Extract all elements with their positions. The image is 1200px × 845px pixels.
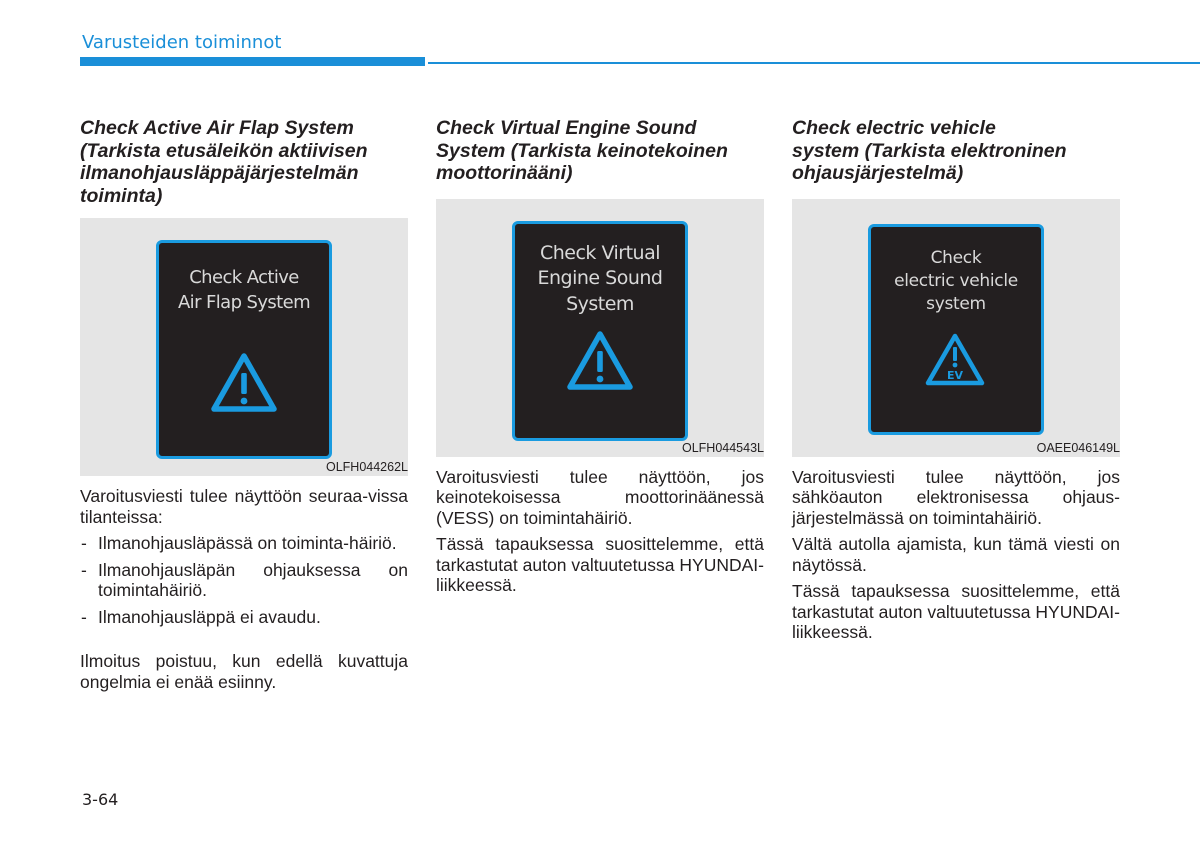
column-virtual-engine-sound <box>436 117 764 602</box>
closing-paragraph: Ilmoitus poistuu, kun edellä kuvattuja ongelmia ei enää esiinny. <box>80 651 408 692</box>
section-heading: Check electric vehicle system (Tarkista elektroninen ohjausjärjestelmä) <box>792 117 1067 184</box>
intro-paragraph: Varoitusviesti tulee näyttöön seuraa-vissa tilanteissa: <box>80 486 408 527</box>
display-message: Check Active Air Flap System <box>177 267 311 313</box>
section-heading: Check Active Air Flap System (Tarkista etusäleikön aktiivisen ilmanohjausläppäjärjestelmän toiminta) <box>80 117 368 207</box>
display-message: Check electric vehicle system <box>894 247 1018 314</box>
column-active-air-flap <box>80 117 408 698</box>
paragraph: Vältä autolla ajamista, kun tämä viesti on näytössä. <box>792 534 1120 575</box>
cluster-display <box>156 240 332 459</box>
figure-cluster-message <box>792 199 1120 457</box>
column-electric-vehicle-system <box>792 117 1120 649</box>
list-item: - Ilmanohjausläppä ei avaudu. <box>80 607 408 628</box>
condition-list <box>80 533 408 627</box>
body-text <box>436 467 764 596</box>
figure-cluster-message <box>80 218 408 476</box>
section-title: Varusteiden toiminnot <box>82 32 282 53</box>
paragraph: Tässä tapauksessa suosittelemme, että tarkastutat auton valtuutetussa HYUNDAI-liikkeessä. <box>436 534 764 595</box>
figure-code: OLFH044262L <box>325 460 408 474</box>
header-rule <box>428 62 1200 64</box>
paragraph: Tässä tapauksessa suosittelemme, että tarkastutat auton valtuutetussa HYUNDAI-liikkeessä. <box>792 581 1120 642</box>
cluster-display <box>868 224 1044 435</box>
figure-code: OLFH044543L <box>681 440 764 455</box>
cluster-display <box>512 221 688 441</box>
paragraph: Varoitusviesti tulee näyttöön, jos sähköauton elektronisessa ohjaus-järjestelmässä on toimintahäiriö. <box>792 466 1120 528</box>
figure-code: OAEE046149L <box>1036 440 1120 455</box>
header-accent-bar <box>80 57 425 66</box>
list-item: - Ilmanohjausläpän ohjauksessa on toimintahäiriö. <box>80 560 408 601</box>
section-heading: Check Virtual Engine Sound System (Tarkista keinotekoinen moottorinääni) <box>436 117 728 184</box>
warning-triangle-icon <box>209 351 279 415</box>
list-item: - Ilmanohjausläpässä on toiminta-häiriö. <box>80 533 408 554</box>
page-number: 3-64 <box>82 790 119 809</box>
warning-triangle-icon <box>565 329 635 393</box>
body-text <box>792 467 1120 643</box>
figure-cluster-message <box>436 199 764 457</box>
body-text <box>80 486 408 692</box>
ev-label: EV <box>946 368 964 382</box>
ev-warning-triangle-icon <box>924 332 986 388</box>
display-message: Check Virtual Engine Sound System <box>537 241 663 315</box>
paragraph: Varoitusviesti tulee näyttöön, jos keinotekoisessa moottorinäänessä (VESS) on toimintahäiriö. <box>436 466 764 528</box>
